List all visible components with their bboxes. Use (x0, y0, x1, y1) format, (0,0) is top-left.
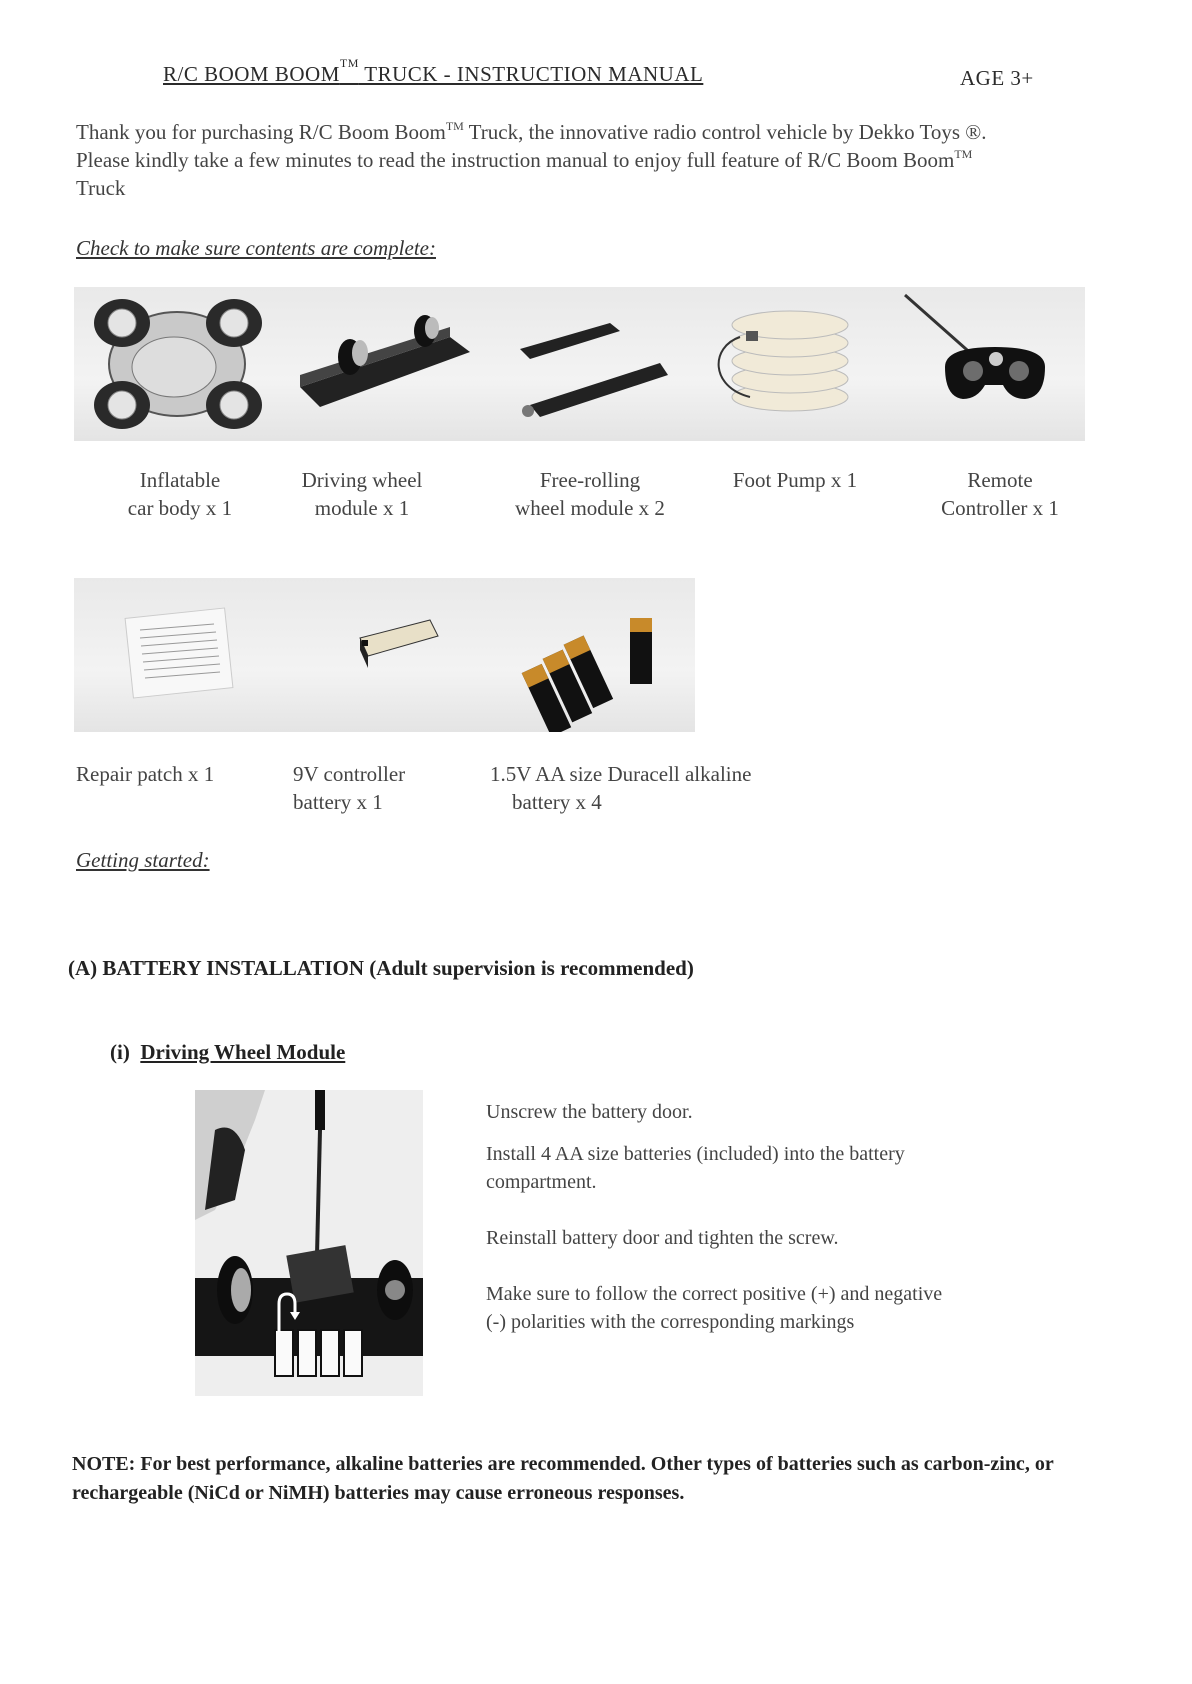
title-text-tail: TRUCK - INSTRUCTION MANUAL (358, 62, 704, 86)
caption-line: Inflatable (139, 468, 221, 492)
subheading-title: Driving Wheel Module (140, 1040, 346, 1064)
caption-line: battery x 4 (512, 790, 602, 814)
foot-pump-photo (680, 287, 885, 441)
caption-aa-batteries (490, 760, 830, 816)
driving-wheel-module-photo (280, 287, 480, 441)
remote-illustration (885, 287, 1085, 441)
inflatable-car-body-photo (74, 287, 280, 441)
caption-line: car body x 1 (127, 496, 233, 520)
aa-batteries-photo (480, 578, 695, 732)
trademark-mark: TM (339, 56, 359, 70)
caption-inflatable-car-body (100, 466, 260, 522)
battery-install-illustration (195, 1090, 423, 1396)
intro-paragraph (76, 118, 1136, 202)
caption-free-rolling-wheel-module (495, 466, 685, 522)
repair-patch-illustration (74, 578, 280, 732)
battery-installation-heading: (A) BATTERY INSTALLATION (Adult supervision is recommended) (68, 956, 694, 980)
subheading-number: (i) (110, 1040, 130, 1064)
caption-line: 1.5V AA size Duracell alkaline (490, 762, 752, 786)
caption-line: wheel module x 2 (515, 496, 665, 520)
9v-battery-illustration (280, 578, 480, 732)
caption-line: Driving wheel (301, 468, 423, 492)
caption-line: Free-rolling (539, 468, 641, 492)
caption-line: Repair patch x 1 (76, 762, 215, 786)
aa-batteries-illustration (480, 578, 695, 732)
caption-line: 9V controller (293, 762, 406, 786)
intro-line-1a: Thank you for purchasing R/C Boom Boom (76, 120, 446, 144)
step-3: Reinstall battery door and tighten the screw. (486, 1227, 839, 1249)
trademark-mark: TM (445, 119, 464, 133)
9v-battery-photo (280, 578, 480, 732)
caption-driving-wheel-module (282, 466, 442, 522)
caption-remote-controller (915, 466, 1085, 522)
step-2: Install 4 AA size batteries (included) into the battery compartment. (486, 1143, 905, 1193)
repair-patch-photo (74, 578, 280, 732)
caption-repair-patch (76, 760, 256, 788)
step-1: Unscrew the battery door. (486, 1101, 693, 1123)
driving-wheel-module-subheading (110, 1040, 345, 1065)
age-label: AGE 3+ (960, 66, 1034, 90)
driving-module-illustration (280, 287, 480, 441)
intro-line-1b: Truck, the innovative radio control vehicle by Dekko Toys ®. (463, 120, 987, 144)
page-title (163, 56, 704, 87)
title-text: R/C BOOM BOOM (163, 62, 340, 86)
battery-install-photo (195, 1090, 423, 1396)
caption-line: module x 1 (314, 496, 410, 520)
free-rolling-illustration (480, 287, 680, 441)
caption-line: battery x 1 (293, 790, 383, 814)
caption-line: Controller x 1 (941, 496, 1059, 520)
contents-heading: Check to make sure contents are complete: (76, 236, 436, 260)
caption-9v-battery (293, 760, 473, 816)
battery-note: NOTE: For best performance, alkaline batteries are recommended. Other types of batteries such as carbon-zinc, or rechargeable (NiCd or NiMH) batteries may cause erroneous responses. (72, 1453, 1054, 1504)
caption-line: Foot Pump x 1 (732, 468, 858, 492)
getting-started-heading: Getting started: (76, 848, 210, 872)
remote-controller-photo (885, 287, 1085, 441)
step-4: Make sure to follow the correct positive (+) and negative (-) polarities with the corresponding markings (486, 1283, 943, 1333)
caption-line: Remote (967, 468, 1033, 492)
trademark-mark: TM (954, 147, 973, 161)
foot-pump-illustration (680, 287, 885, 441)
intro-line-2: Please kindly take a few minutes to read the instruction manual to enjoy full feature of R/C Boom Boom (76, 148, 955, 172)
free-rolling-wheel-module-photo (480, 287, 680, 441)
car-body-illustration (74, 287, 280, 441)
caption-foot-pump (715, 466, 875, 494)
intro-line-3: Truck (76, 176, 126, 200)
